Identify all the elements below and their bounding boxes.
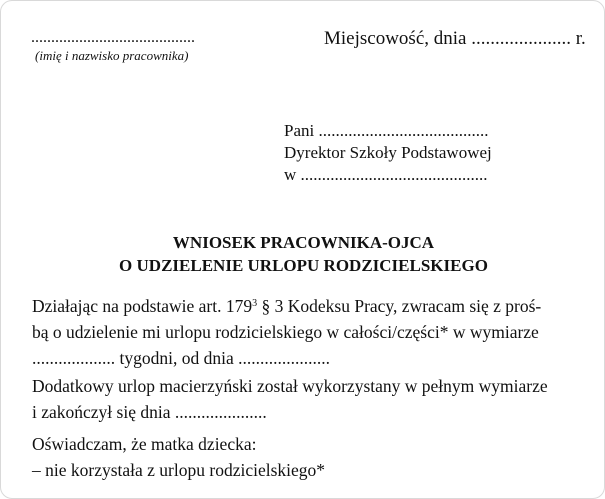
request-paragraph: [32, 293, 541, 371]
declaration-paragraph: [32, 431, 325, 483]
maternity-leave-paragraph: [32, 373, 548, 425]
maternity-line-1: Dodatkowy urlop macierzyński został wykorzystany w pełnym wymiarze: [32, 376, 548, 396]
request-line-1-start: Działając na podstawie art. 179: [32, 296, 253, 316]
employee-name-caption: (imię i nazwisko pracownika): [35, 48, 189, 63]
document-title-line-2: O UDZIELENIE URLOPU RODZICIELSKIEGO: [119, 256, 488, 275]
maternity-line-2: i zakończył się dnia .....................: [32, 402, 267, 422]
request-line-3: ................... tygodni, od dnia .....................: [32, 348, 330, 368]
declaration-line-2: – nie korzystała z urlopu rodzicielskiego*: [32, 460, 326, 480]
document-title-line-1: WNIOSEK PRACOWNIKA-OJCA: [172, 233, 435, 252]
recipient-name-line: Pani ........................................: [284, 121, 489, 140]
request-line-2: bą o udzielenie mi urlopu rodzicielskiego w całości/części* w wymiarze: [32, 322, 539, 342]
request-line-1-end: § 3 Kodeksu Pracy, zwracam się z proś-: [257, 296, 542, 316]
declaration-line-1: Oświadczam, że matka dziecka:: [32, 434, 257, 454]
request-line-1: [32, 293, 541, 319]
article-superscript: 3: [252, 298, 258, 309]
recipient-title-line: Dyrektor Szkoły Podstawowej: [284, 143, 492, 162]
recipient-school-line: w ............................................: [284, 165, 488, 184]
recipient-block: [284, 120, 492, 186]
employee-name-field: .........................................: [31, 29, 195, 46]
place-date-field: Miejscowość, dnia ..................... r.: [324, 28, 586, 49]
